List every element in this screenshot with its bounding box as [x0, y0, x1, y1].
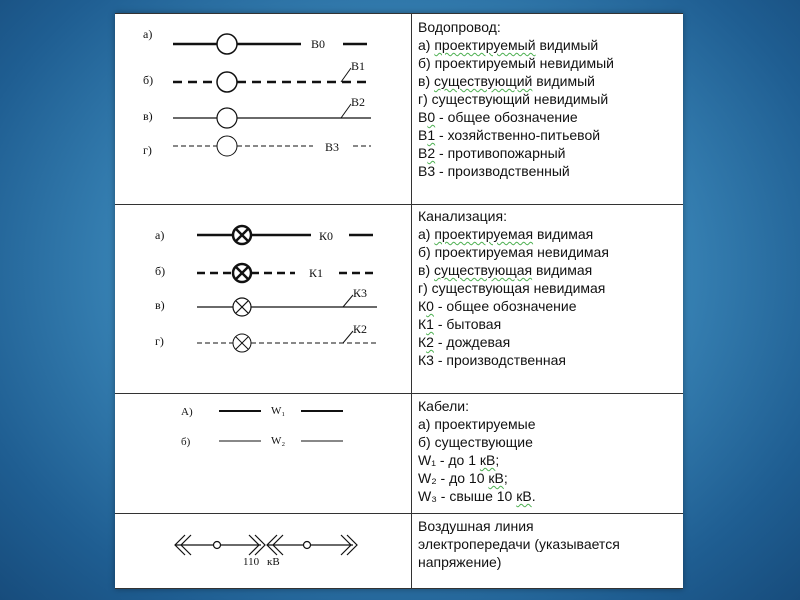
text-line: К2 - дождевая: [418, 334, 511, 350]
text-line: В0 - общее обозначение: [418, 109, 578, 125]
text-line: Водопровод:: [418, 19, 501, 35]
overhead-line-symbols: [115, 513, 412, 588]
line-g-circle: [217, 136, 237, 156]
text-line: электропередачи (указывается: [418, 536, 620, 552]
text-line: напряжение): [418, 554, 502, 570]
label-v3: В3: [325, 140, 340, 154]
label-k1: К1: [309, 266, 324, 280]
text-line: W₂ - до 10 кВ;: [418, 470, 508, 486]
label-k0: К0: [319, 229, 334, 243]
overhead-line-row: [115, 513, 683, 589]
label-w2: W₂: [271, 435, 286, 447]
voltage-value: 110: [243, 556, 260, 568]
legend-table: [115, 13, 683, 589]
overhead-line-description: [412, 513, 683, 571]
overhead-line-diagram: [115, 513, 411, 588]
cables-row: [115, 393, 683, 514]
voltage-unit: кВ: [267, 556, 280, 568]
text-line: б) проектируемая невидимая: [418, 244, 609, 260]
label-v: в): [143, 109, 153, 123]
sewerage-diagram: [115, 203, 411, 393]
water-supply-row: [115, 13, 683, 205]
sewerage-row: [115, 203, 683, 394]
line-b-circle: [217, 72, 237, 92]
text-line: Воздушная линия: [418, 518, 534, 534]
text-line: в) существующий видимый: [418, 73, 596, 89]
manhole-filled-icon: [233, 226, 251, 244]
text-line: б) проектируемый невидимый: [418, 55, 614, 71]
water-supply-symbols: [115, 14, 412, 204]
sewerage-description: [412, 203, 683, 369]
label-b: б): [155, 264, 166, 278]
pole-icon: [304, 542, 311, 549]
label-b: б): [181, 436, 191, 448]
text-line: г) существующий невидимый: [418, 91, 609, 107]
cables-symbols: [115, 393, 412, 513]
label-v1: В1: [351, 59, 366, 73]
label-a: А): [181, 406, 193, 418]
label-k2: К2: [353, 322, 368, 336]
text-line: Канализация:: [418, 208, 507, 224]
cables-description: [412, 393, 683, 505]
text-line: W₃ - свыше 10 кВ.: [418, 488, 536, 504]
text-line: г) существующая невидимая: [418, 280, 606, 296]
label-g: г): [143, 143, 152, 157]
label-v: в): [155, 298, 165, 312]
text-line: К3 - производственная: [418, 352, 567, 368]
manhole-icon: [233, 334, 251, 352]
label-v2: В2: [351, 95, 366, 109]
water-supply-description: [412, 14, 683, 180]
text-line: В1 - хозяйственно-питьевой: [418, 127, 601, 143]
label-g: г): [155, 334, 164, 348]
label-a: а): [155, 228, 165, 242]
pole-icon: [214, 542, 221, 549]
manhole-filled-icon: [233, 264, 251, 282]
label-a: а): [143, 27, 153, 41]
sewerage-symbols: [115, 203, 412, 393]
line-v-circle: [217, 108, 237, 128]
manhole-icon: [233, 298, 251, 316]
water-supply-diagram: [115, 14, 411, 204]
text-line: В3 - производственный: [418, 163, 570, 179]
text-line: а) проектируемая видимая: [418, 226, 594, 242]
text-line: Кабели:: [418, 398, 470, 414]
text-line: в) существующая видимая: [418, 262, 593, 278]
text-line: б) существующие: [418, 434, 533, 450]
text-line: К1 - бытовая: [418, 316, 502, 332]
text-line: а) проектируемые: [418, 416, 536, 432]
line-a-circle: [217, 34, 237, 54]
label-w1: W₁: [271, 405, 286, 417]
cables-diagram: [115, 393, 411, 513]
label-b: б): [143, 73, 154, 87]
text-line: В2 - противопожарный: [418, 145, 566, 161]
text-line: а) проектируемый видимый: [418, 37, 599, 53]
text-line: W₁ - до 1 кВ;: [418, 452, 500, 468]
text-line: К0 - общее обозначение: [418, 298, 577, 314]
label-v0: В0: [311, 37, 326, 51]
label-k3: К3: [353, 286, 368, 300]
